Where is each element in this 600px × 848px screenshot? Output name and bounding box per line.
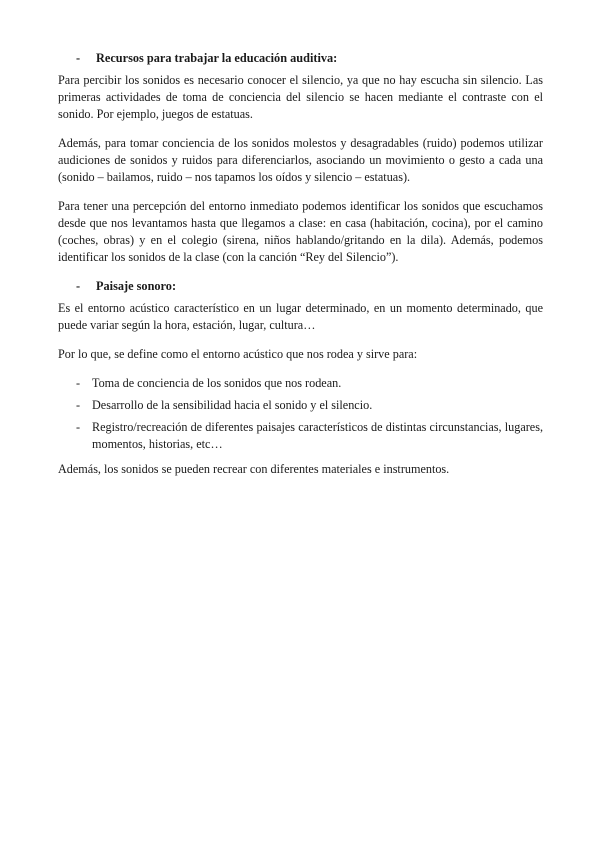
heading-text: Recursos para trabajar la educación auditiva:: [96, 51, 338, 65]
paragraph-ruido: Además, para tomar conciencia de los sonidos molestos y desagradables (ruido) podemos utilizar audiciones de sonidos y ruidos para diferenciarlos, asociando un movimiento o gesto a cada una (sonido – bailamos, ruido – nos tapamos los oídos y silencio – estatuas).: [58, 136, 543, 184]
list-item-text: Desarrollo de la sensibilidad hacia el sonido y el silencio.: [92, 398, 373, 412]
list-item: [58, 375, 543, 392]
list-item: [58, 419, 543, 453]
paragraph-sirve-para: Por lo que, se define como el entorno acústico que nos rodea y sirve para:: [58, 347, 418, 361]
list-item-text: Registro/recreación de diferentes paisajes característicos de distintas circunstancias, lugares, momentos, historias, etc…: [92, 420, 543, 451]
section-heading-recursos: [58, 50, 543, 66]
list-item: [58, 397, 543, 414]
list-dash: -: [76, 376, 81, 390]
list-dash: -: [76, 420, 81, 434]
list-item-text: Toma de conciencia de los sonidos que nos rodean.: [92, 376, 342, 390]
bullet-list: [58, 375, 543, 453]
section-heading-paisaje: [58, 278, 543, 294]
paragraph-closing: Además, los sonidos se pueden recrear con diferentes materiales e instrumentos.: [58, 462, 450, 476]
paragraph-entorno: Para tener una percepción del entorno inmediato podemos identificar los sonidos que escuchamos desde que nos levantamos hasta que llegamos a clase: en casa (habitación, cocina), por el camino (coches, obras) y en el colegio (sirena, niños hablando/gritando en la dila). Además, podemos identificar los sonidos de la clase (con la canción “Rey del Silencio”).: [58, 199, 543, 264]
paragraph-definicion: Es el entorno acústico característico en un lugar determinado, en un momento determinado, que puede variar según la hora, estación, lugar, cultura…: [58, 301, 543, 332]
paragraph-silencio: Para percibir los sonidos es necesario conocer el silencio, ya que no hay escucha sin silencio. Las primeras actividades de toma de conciencia del silencio se hacen mediante el contraste con el sonido. Por ejemplo, juegos de estatuas.: [58, 73, 543, 121]
document-page: [58, 50, 543, 490]
heading-dash: -: [76, 279, 81, 293]
list-dash: -: [76, 398, 81, 412]
heading-text: Paisaje sonoro:: [96, 279, 177, 293]
heading-dash: -: [76, 51, 81, 65]
